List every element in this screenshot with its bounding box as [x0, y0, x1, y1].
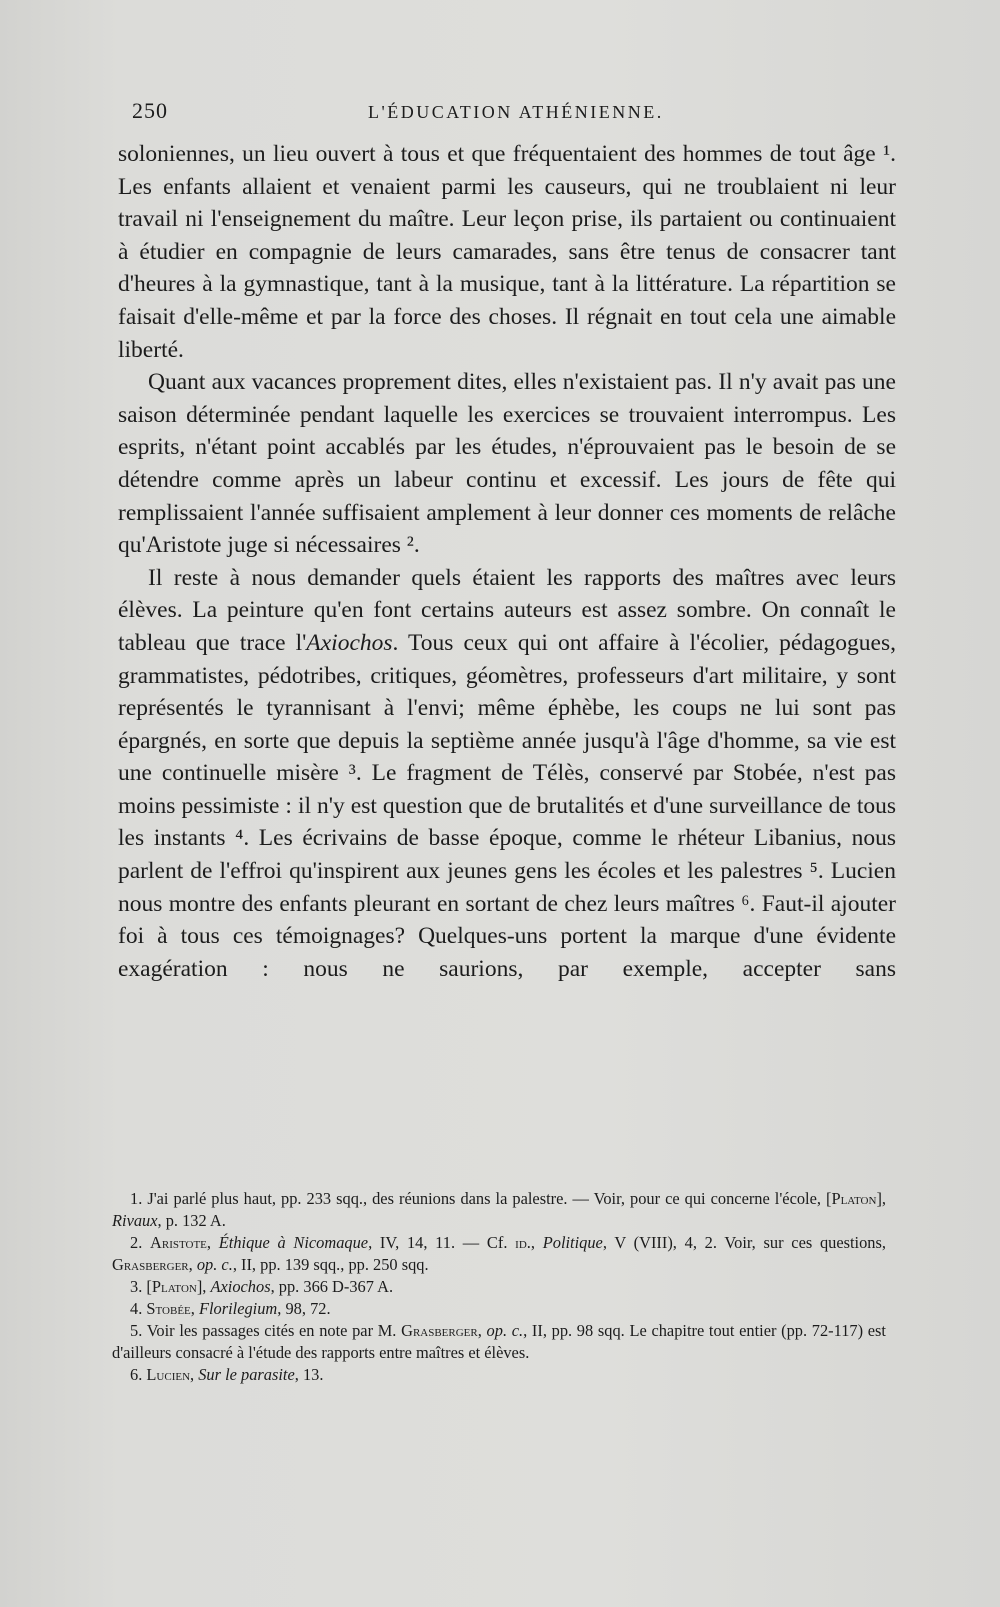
footnote-text: [ [146, 1277, 152, 1296]
footnote-4 [112, 1298, 886, 1320]
footnotes [112, 1188, 886, 1386]
footnote-text: , p. 132 A. [157, 1211, 226, 1230]
footnote-author: Grasberger [112, 1255, 189, 1274]
footnote-text: , 13. [294, 1365, 324, 1384]
footnote-text: , [206, 1233, 219, 1252]
footnote-3 [112, 1276, 886, 1298]
footnote-author: Stobée [146, 1299, 191, 1318]
footnote-title: Rivaux [112, 1211, 158, 1230]
paragraph-2: Quant aux vacances proprement dites, elles n'existaient pas. Il n'y avait pas une saison déterminée pendant laquelle les exercices se trouvaient interrompus. Les esprits, n'étant point accablés par les études, n'éprouvaient pas le besoin de se détendre comme après un labeur continu et excessif. Les jours de fête qui remplissaient l'année suffisaient amplement à leur donner ces moments de relâche qu'Aristote juge si nécessaires ². [118, 369, 896, 559]
footnote-author: Aristote [150, 1233, 207, 1252]
footnote-text: , [530, 1233, 543, 1252]
footnote-number: 3. [130, 1277, 143, 1296]
footnote-title: Axiochos [210, 1277, 271, 1296]
footnote-title: Politique [542, 1233, 603, 1252]
footnote-author: Platon [151, 1277, 197, 1296]
footnote-number: 2. [130, 1233, 143, 1252]
footnote-number: 6. [130, 1365, 143, 1384]
paragraph-1: soloniennes, un lieu ouvert à tous et que fréquentaient des hommes de tout âge ¹. Les enfants allaient et venaient parmi les causeurs, qui ne troublaient ni leur travail ni l'enseignement du maître. Leur leçon prise, ils partaient ou continuaient à étudier en compagnie de leurs camarades, sans être tenus de consacrer tant d'heures à la gymnastique, tant à la musique, tant à la littérature. La répartition se faisait d'elle-même et par la force des choses. Il régnait en tout cela une aimable liberté. [118, 141, 896, 363]
footnote-6 [112, 1364, 886, 1386]
paragraph-3-italic-title: Axiochos [306, 629, 393, 656]
page-number: 250 [132, 98, 168, 123]
footnote-text: , V (VIII), 4, 2. Voir, sur ces questions, [602, 1233, 886, 1252]
footnote-number: 1. [130, 1189, 143, 1208]
footnote-text: , [190, 1365, 199, 1384]
footnote-title: op. c. [196, 1255, 233, 1274]
footnote-text: , II, pp. 98 sqq. Le chapitre tout entier (pp. 72-117) est d'ailleurs consacré à l'étude des rapports entre maîtres et élèves. [112, 1321, 886, 1362]
footnote-text: ], [196, 1277, 211, 1296]
footnote-text: ], [876, 1189, 886, 1208]
footnote-text: , pp. 366 D-367 A. [270, 1277, 394, 1296]
footnote-author: Lucien [146, 1365, 191, 1384]
footnote-2 [112, 1232, 886, 1276]
paragraph-3-text-b: . Tous ceux qui ont affaire à l'écolier, pédagogues, grammatistes, pédotribes, critiques, géomètres, professeurs d'art militaire, y sont représentés le tyrannisant à l'envi; même éphèbe, les coups ne lui sont pas épargnés, en sorte que depuis la septième année jusqu'à l'âge d'homme, sa vie est une continuelle misère ³. Le fragment de Télès, conservé par Stobée, n'est pas moins pessimiste : il n'y est question que de brutalités et d'une surveillance de tous les instants ⁴. Les écrivains de basse époque, comme le rhéteur Libanius, nous parlent de l'effroi qu'inspirent aux jeunes gens les écoles et les palestres ⁵. Lucien nous montre des enfants pleurant en sortant de chez leurs maîtres ⁶. Faut-il ajouter foi à tous ces témoignages? Quelques-uns portent la marque d'une évidente exagération : nous ne saurions, par exemple, accepter sans [118, 629, 896, 982]
page-header [132, 98, 892, 128]
footnote-author: Grasberger [401, 1321, 478, 1340]
footnote-number: 5. [130, 1321, 143, 1340]
paragraph-3 [118, 562, 896, 986]
paragraph-3-text-a: Il reste à nous demander quels étaient les rapports des maîtres avec leurs élèves. La peinture qu'en font certains auteurs est assez sombre. On connaît le tableau que trace l' [118, 564, 896, 656]
footnote-text: , II, pp. 139 sqq., pp. 250 sqq. [232, 1255, 429, 1274]
footnote-5 [112, 1320, 886, 1364]
footnote-text: Voir les passages cités en note par M. [146, 1321, 402, 1340]
footnote-text: , [190, 1299, 199, 1318]
footnote-text: , 98, 72. [277, 1299, 331, 1318]
footnote-1 [112, 1188, 886, 1232]
footnote-title: Florilegium [198, 1299, 278, 1318]
footnote-text: , IV, 14, 11. — Cf. [368, 1233, 516, 1252]
footnote-title: Éthique à Nicomaque [218, 1233, 369, 1252]
footnote-text: J'ai parlé plus haut, pp. 233 sqq., des réunions dans la palestre. — Voir, pour ce qui concerne l'école, [ [147, 1189, 832, 1208]
footnote-title: op. c. [486, 1321, 524, 1340]
footnote-title: Sur le parasite [198, 1365, 295, 1384]
main-text [118, 138, 896, 985]
running-title: L'ÉDUCATION ATHÉNIENNE. [368, 102, 664, 122]
footnote-text: , [477, 1321, 487, 1340]
footnote-author: Platon [831, 1189, 877, 1208]
footnote-text: , [188, 1255, 197, 1274]
footnote-number: 4. [130, 1299, 143, 1318]
footnote-author: id. [515, 1233, 531, 1252]
